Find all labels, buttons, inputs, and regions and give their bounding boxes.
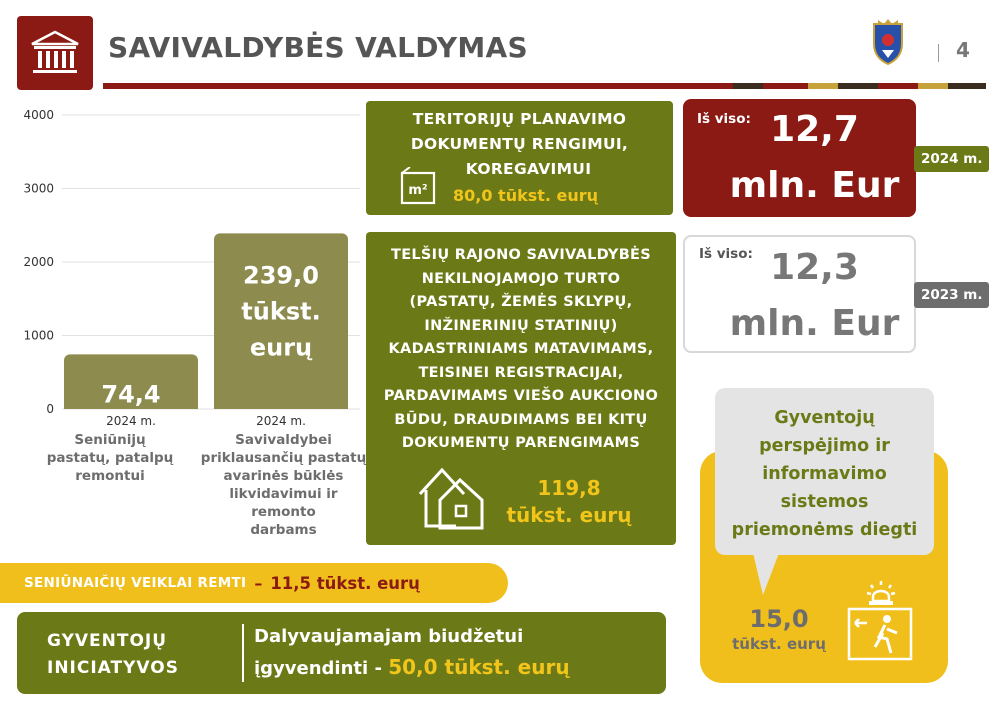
government-building-icon xyxy=(29,28,81,78)
property-registration-panel xyxy=(366,232,676,545)
planning-title: TERITORIJŲ PLANAVIMO DOKUMENTŲ RENGIMUI, KOREGAVIMUI xyxy=(410,110,629,178)
total-label: Iš viso: xyxy=(697,111,751,127)
total-value: 12,7 mln. Eur xyxy=(729,109,900,206)
houses-icon xyxy=(416,460,486,532)
property-amount: 119,8 tūkst. eurų xyxy=(506,476,632,527)
total-2023-card xyxy=(683,235,916,353)
total-label: Iš viso: xyxy=(699,246,753,262)
initiatives-text: Dalyvaujamajam biudžetui įgyvendinti - 50,0 tūkst. eurų xyxy=(254,626,570,679)
category-description-line: Savivaldybei xyxy=(235,432,332,448)
category-description-line: remontui xyxy=(75,468,145,484)
warning-system-text: Gyventojų perspėjimo ir informavimo sistemos priemonėms diegti xyxy=(731,408,918,540)
year-tag-2023: 2023 m. xyxy=(914,282,989,308)
initiatives-title: GYVENTOJŲ INICIATYVOS xyxy=(47,631,179,678)
category-description-line: priklausančių pastatų xyxy=(200,450,367,466)
bar-data-label: eurų xyxy=(249,333,313,362)
warning-amount: 15,0 tūkst. eurų xyxy=(732,605,826,653)
total-2024-card xyxy=(683,99,916,217)
property-title: TELŠIŲ RAJONO SAVIVALDYBĖS NEKILNOJAMOJO TURTO (PASTATŲ, ŽEMĖS SKLYPŲ, INŽINERINIŲ STATINIŲ) KADASTRINIAMS MATAVIMAMS, TEISINEI REGISTRACIJAI, PARDAVIMAMS VIEŠO AUKCIONO BŪDU, DRAUDIMAMS BEI KITŲ DOKUMENTŲ PARENGIMAMS xyxy=(383,247,659,451)
category-description-line: pastatų, patalpų xyxy=(46,450,174,466)
x-tick-label: 2024 m. xyxy=(106,414,156,428)
budget-bar-chart xyxy=(0,100,372,540)
municipality-logo xyxy=(17,16,93,90)
elder-support-dash: – xyxy=(254,573,263,593)
category-description xyxy=(45,431,175,485)
bar-base xyxy=(214,403,348,409)
bar-data-label: tūkst. xyxy=(241,297,321,326)
bar-data-label: 239,0 xyxy=(243,261,319,290)
municipality-coat-of-arms xyxy=(870,18,906,66)
category-description-line: likvidavimui ir remonto xyxy=(229,486,338,520)
speech-bubble-tail xyxy=(753,553,779,595)
citizen-initiatives-panel xyxy=(17,612,666,694)
y-tick-label: 1000 xyxy=(23,328,54,343)
svg-text:m²: m² xyxy=(408,183,428,198)
bar-data-label: 74,4 xyxy=(101,380,161,409)
y-tick-label: 0 xyxy=(46,402,54,416)
category-description-line: Seniūnijų xyxy=(74,432,146,448)
planning-amount: 80,0 tūkst. eurų xyxy=(453,186,599,205)
page-separator xyxy=(938,44,939,62)
x-tick-label: 2024 m. xyxy=(256,414,306,428)
initiatives-amount: 50,0 tūkst. eurų xyxy=(388,655,570,679)
page-title: SAVIVALDYBĖS VALDYMAS xyxy=(108,31,528,64)
planning-documents-panel xyxy=(366,101,673,215)
total-value: 12,3 mln. Eur xyxy=(729,247,900,344)
y-tick-label: 4000 xyxy=(23,108,54,122)
area-m2-icon xyxy=(398,167,438,207)
y-tick-label: 2000 xyxy=(23,255,54,269)
initiatives-separator xyxy=(242,624,244,682)
category-description xyxy=(196,431,371,539)
header-divider xyxy=(103,83,986,89)
category-description-line: avarinės būklės xyxy=(223,468,344,484)
category-description-line: darbams xyxy=(250,522,317,538)
y-tick-label: 3000 xyxy=(23,181,54,196)
elder-support-label: SENIŪNAIČIŲ VEIKLAI REMTI xyxy=(24,575,247,591)
emergency-exit-alarm-icon xyxy=(845,577,915,663)
elder-support-amount: 11,5 tūkst. eurų xyxy=(270,573,420,593)
year-tag-2024: 2024 m. xyxy=(914,146,989,172)
elder-support-bar xyxy=(0,563,508,603)
page-number: 4 xyxy=(956,38,970,62)
